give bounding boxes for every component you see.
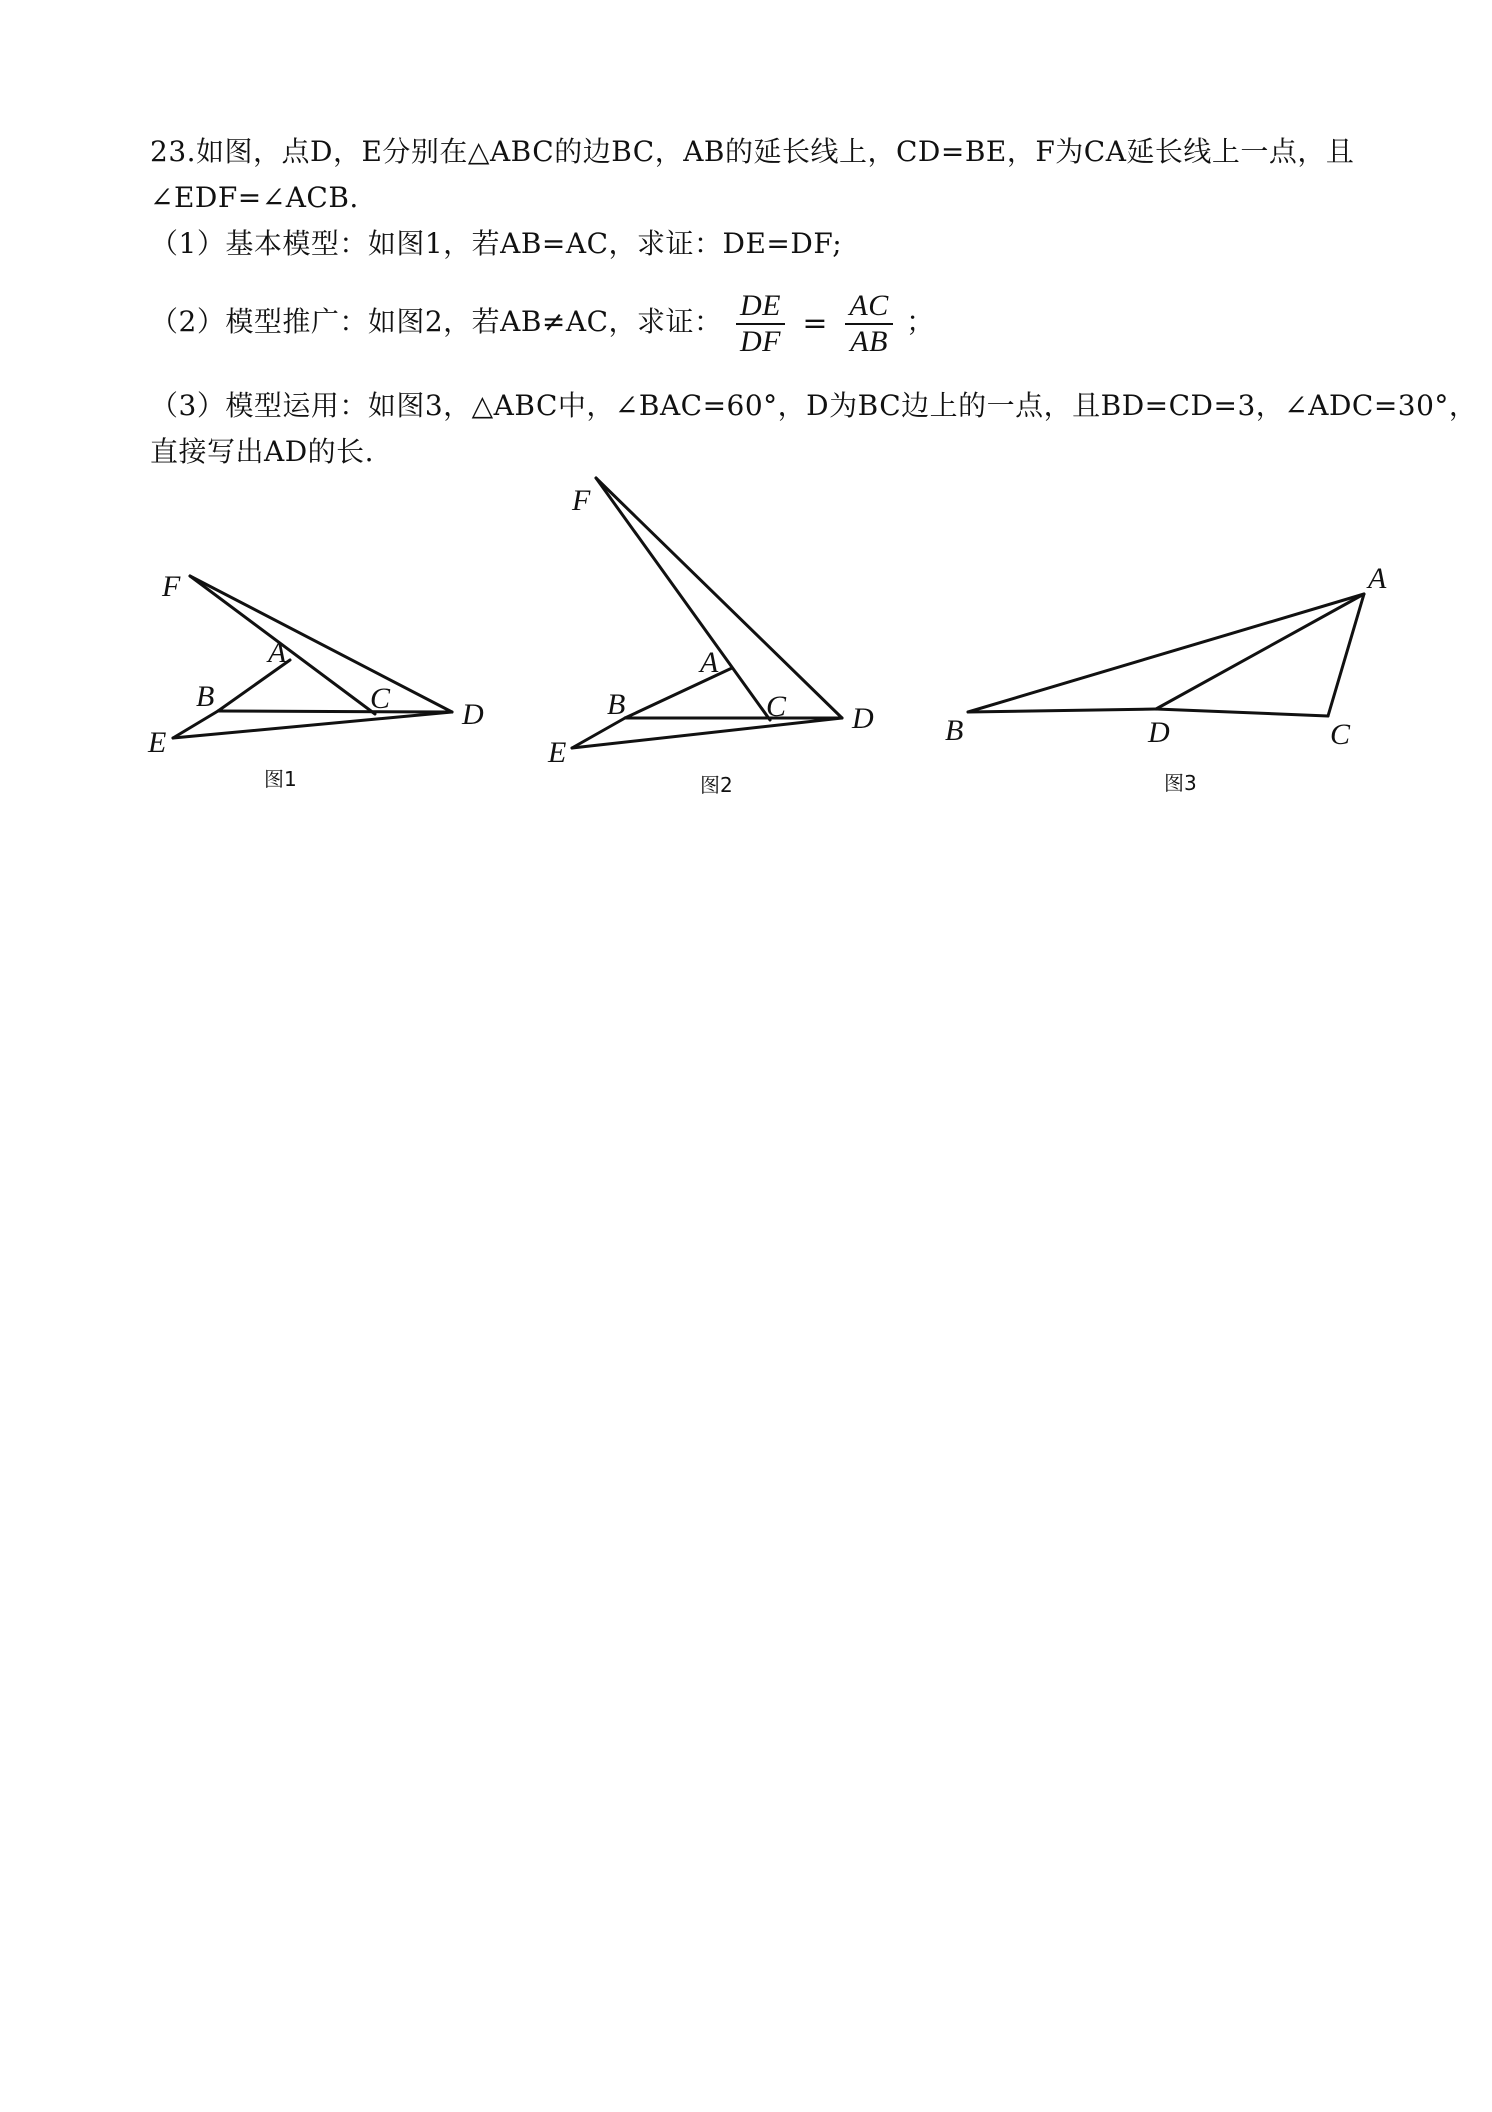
figure-2 <box>547 478 874 797</box>
part3-text-line2: 直接写出AD的长. <box>150 435 375 468</box>
fraction-denominator: AB <box>850 324 888 358</box>
label-C: C <box>766 690 787 723</box>
label-F: F <box>572 484 591 517</box>
label-D: D <box>852 702 874 735</box>
label-E: E <box>148 726 167 759</box>
equals-sign: = <box>802 305 828 341</box>
label-E: E <box>548 736 567 769</box>
segment-FD <box>596 478 842 718</box>
label-D: D <box>1148 716 1170 749</box>
part2-prefix: （2）模型推广：如图2，若AB≠AC，求证： <box>150 305 723 338</box>
segment-DC <box>1156 709 1328 716</box>
problem-statement-line1: 23.如图，点D，E分别在△ABC的边BC，AB的延长线上，CD=BE，F为CA延长线上一点，且 <box>150 135 1355 168</box>
segment-ED <box>572 718 842 748</box>
problem-statement-line2: ∠EDF=∠ACB. <box>150 181 359 214</box>
label-A: A <box>700 646 719 679</box>
part3-text-line1: （3）模型运用：如图3，△ABC中，∠BAC=60°，D为BC边上的一点，且BD=CD=3，∠ADC=30°， <box>150 389 1478 422</box>
label-D: D <box>462 698 484 731</box>
segment-FD <box>190 576 452 712</box>
segment-BA <box>968 594 1364 712</box>
label-C: C <box>370 682 391 715</box>
figure-1 <box>147 570 484 791</box>
fraction-numerator: DE <box>739 288 781 322</box>
part1-text: （1）基本模型：如图1，若AB=AC，求证：DE=DF; <box>150 227 843 260</box>
segment-ED <box>173 712 452 738</box>
part2-suffix: ； <box>906 305 935 338</box>
label-B: B <box>607 688 626 721</box>
fraction-denominator: DF <box>739 324 781 358</box>
segment-BD <box>968 709 1156 712</box>
label-F: F <box>162 570 181 603</box>
figure-3 <box>945 562 1387 795</box>
figure-2-caption: 图2 <box>700 773 733 797</box>
segment-DA <box>1156 594 1364 709</box>
segment-BD <box>218 711 452 712</box>
figure-1-caption: 图1 <box>264 767 297 791</box>
fraction-numerator: AC <box>849 288 889 322</box>
figure-3-caption: 图3 <box>1164 771 1197 795</box>
segment-FC <box>596 478 770 720</box>
label-A: A <box>1368 562 1387 595</box>
label-A: A <box>268 636 287 669</box>
label-B: B <box>196 680 215 713</box>
label-C: C <box>1330 718 1351 751</box>
label-B: B <box>945 714 964 747</box>
